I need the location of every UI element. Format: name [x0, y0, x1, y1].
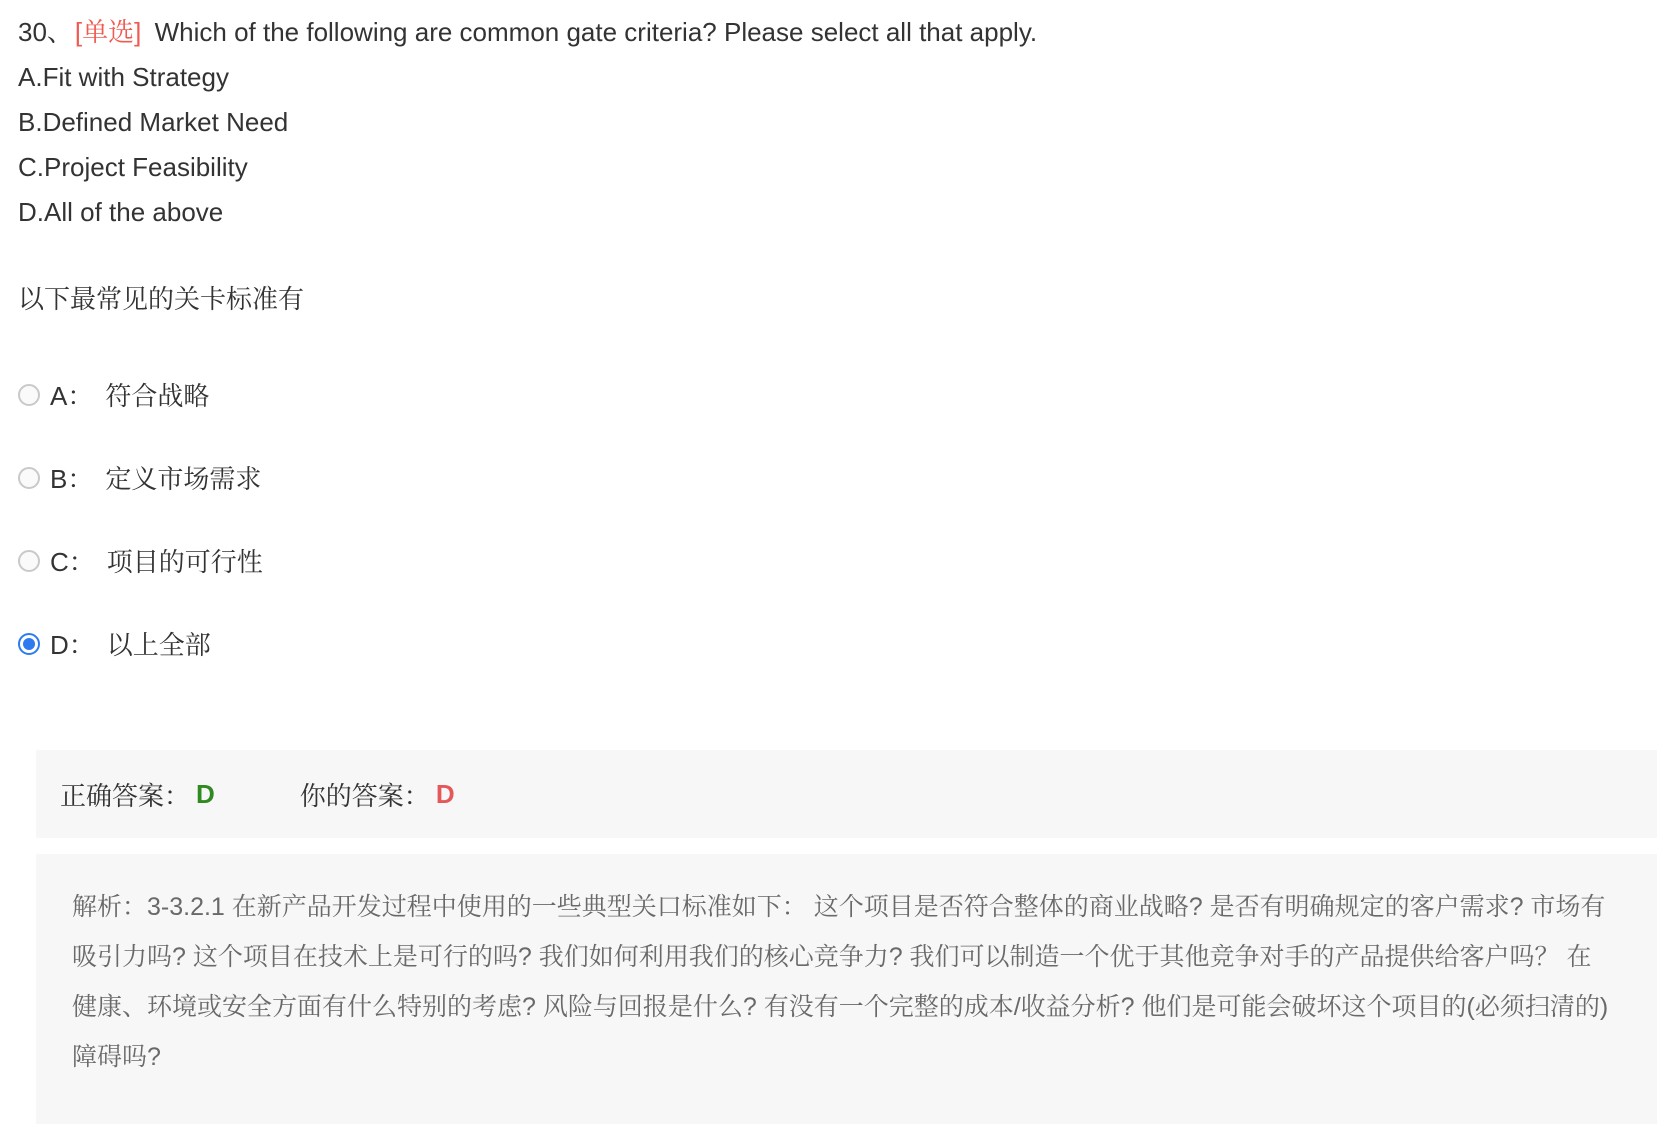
your-answer-value: D — [435, 778, 455, 809]
choice-text-a[interactable]: 符合战略 — [105, 381, 210, 411]
correct-answer-label: 正确答案： — [60, 780, 191, 811]
radio-button-a[interactable] — [18, 384, 40, 406]
choice-label-d[interactable]: D： — [50, 630, 95, 660]
choice-label-b[interactable]: B： — [50, 464, 94, 494]
choice-row-d[interactable] — [18, 621, 1674, 666]
radio-button-d[interactable] — [18, 633, 40, 655]
answer-panel — [36, 750, 1657, 838]
english-option-b: B.Defined Market Need — [18, 107, 289, 137]
choice-list — [18, 372, 1674, 666]
radio-button-b[interactable] — [18, 467, 40, 489]
english-option-d: D.All of the above — [18, 197, 224, 227]
choice-row-c[interactable] — [18, 538, 1674, 583]
english-option-c: C.Project Feasibility — [18, 152, 248, 182]
choice-row-a[interactable] — [18, 372, 1674, 417]
analysis-panel — [36, 854, 1657, 1124]
analysis-text: 解析：3-3.2.1 在新产品开发过程中使用的一些典型关口标准如下： 这个项目是否符合整体的商业战略? 是否有明确规定的客户需求? 市场有吸引力吗? 这个项目在技术上是可行的吗? 我们如何利用我们的核心竞争力? 我们可以制造一个优于其他竞争对手的产品提供给客户吗？ 在健康、环境或安全方面有什么特别的考虑? 风险与回报是什么? 有没有一个完整的成本/收益分析? 他们是可能会破坏这个项目的(必须扫清的)障碍吗? — [72, 893, 1609, 1071]
your-answer-label: 你的答案： — [299, 780, 430, 811]
radio-button-c[interactable] — [18, 550, 40, 572]
choice-text-d[interactable]: 以上全部 — [106, 630, 211, 660]
choice-row-b[interactable] — [18, 455, 1674, 500]
question-text-en: Which of the following are common gate criteria? Please select all that apply. — [154, 17, 1038, 47]
question-number: 30、 — [18, 17, 73, 47]
english-option-a: A.Fit with Strategy — [18, 62, 229, 92]
choice-text-c[interactable]: 项目的可行性 — [106, 547, 263, 577]
correct-answer-value: D — [196, 778, 215, 809]
question-text-cn: 以下最常见的关卡标准有 — [18, 284, 305, 314]
choice-text-b[interactable]: 定义市场需求 — [105, 464, 262, 494]
choice-label-a[interactable]: A： — [50, 381, 94, 411]
question-type-tag: [单选] — [74, 17, 142, 47]
choice-label-c[interactable]: C： — [50, 547, 95, 577]
question-title — [18, 10, 1674, 55]
